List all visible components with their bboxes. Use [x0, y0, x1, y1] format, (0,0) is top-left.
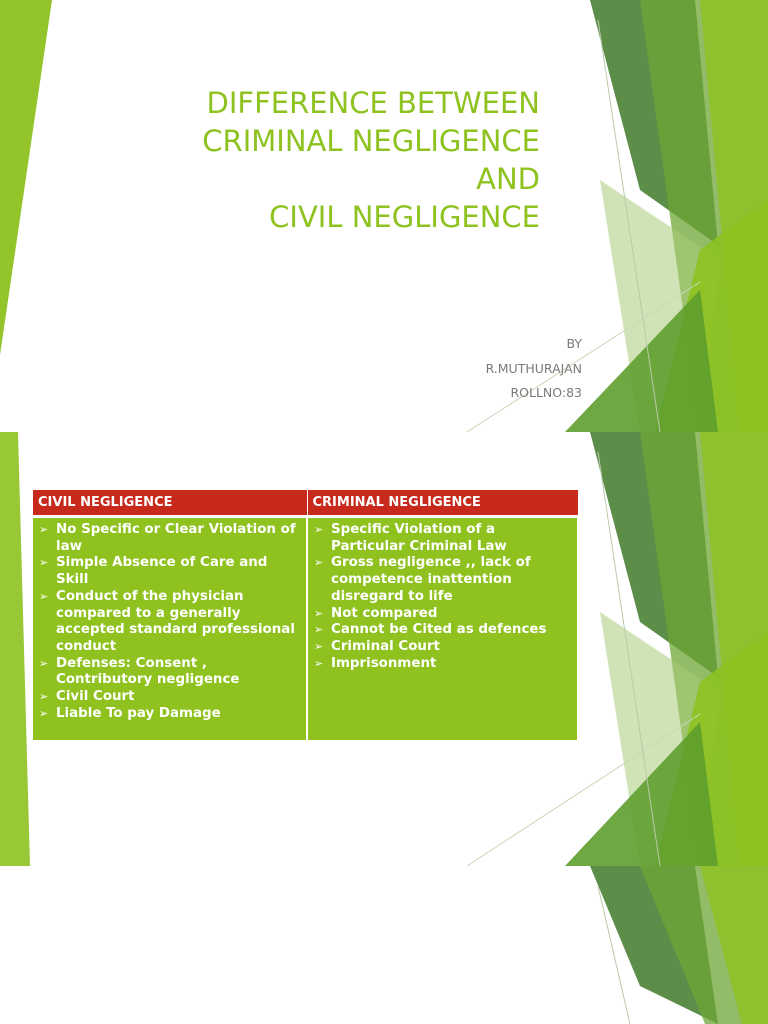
- title-slide: [0, 0, 768, 432]
- arrow-bullet-icon: ➢: [314, 606, 324, 620]
- civil-cell: [33, 517, 307, 741]
- arrow-bullet-icon: ➢: [39, 656, 49, 670]
- list-item: ➢ Defenses: Consent , Contributory negligence: [39, 655, 240, 688]
- arrow-bullet-icon: ➢: [314, 523, 324, 536]
- header-civil: CIVIL NEGLIGENCE: [33, 490, 307, 517]
- list-item: ➢ Gross negligence ,, lack of competence inattention disregard to life: [314, 555, 531, 604]
- arrow-bullet-icon: ➢: [39, 556, 49, 570]
- list-item: ➢ Not compared: [314, 605, 438, 621]
- list-item: ➢ Conduct of the physician compared to a generally accepted standard professional conduct: [39, 588, 295, 654]
- author-name: R.MUTHURAJAN: [485, 361, 582, 376]
- title-line-3: AND: [476, 162, 540, 196]
- list-item: ➢ Simple Absence of Care and Skill: [39, 555, 268, 588]
- comparison-table: [33, 490, 579, 740]
- list-item: ➢ Liable To pay Damage: [39, 705, 221, 721]
- criminal-list: [312, 522, 573, 672]
- title-line-1: DIFFERENCE BETWEEN: [206, 86, 540, 120]
- roll-number: ROLLNO:83: [510, 385, 582, 400]
- arrow-bullet-icon: ➢: [39, 690, 49, 704]
- list-item: ➢ Specific Violation of a Particular Criminal Law: [314, 522, 507, 554]
- partial-slide: [0, 866, 768, 1024]
- arrow-bullet-icon: ➢: [39, 523, 49, 536]
- decorative-shapes: [0, 866, 768, 1024]
- slide-title: [120, 84, 540, 236]
- header-criminal: CRIMINAL NEGLIGENCE: [307, 490, 578, 517]
- by-label: BY: [566, 336, 582, 351]
- list-item: ➢ No Specific or Clear Violation of law: [39, 522, 296, 554]
- list-item: ➢ Cannot be Cited as defences: [314, 622, 547, 638]
- arrow-bullet-icon: ➢: [314, 639, 324, 653]
- criminal-cell: [307, 517, 578, 741]
- arrow-bullet-icon: ➢: [314, 656, 324, 670]
- list-item: ➢ Civil Court: [39, 689, 135, 705]
- arrow-bullet-icon: ➢: [314, 623, 324, 637]
- arrow-bullet-icon: ➢: [314, 556, 324, 570]
- title-line-4: CIVIL NEGLIGENCE: [269, 200, 540, 234]
- title-line-2: CRIMINAL NEGLIGENCE: [202, 124, 540, 158]
- arrow-bullet-icon: ➢: [39, 706, 49, 720]
- arrow-bullet-icon: ➢: [39, 589, 49, 603]
- civil-list: [37, 522, 302, 722]
- list-item: ➢ Imprisonment: [314, 655, 437, 671]
- list-item: ➢ Criminal Court: [314, 638, 440, 654]
